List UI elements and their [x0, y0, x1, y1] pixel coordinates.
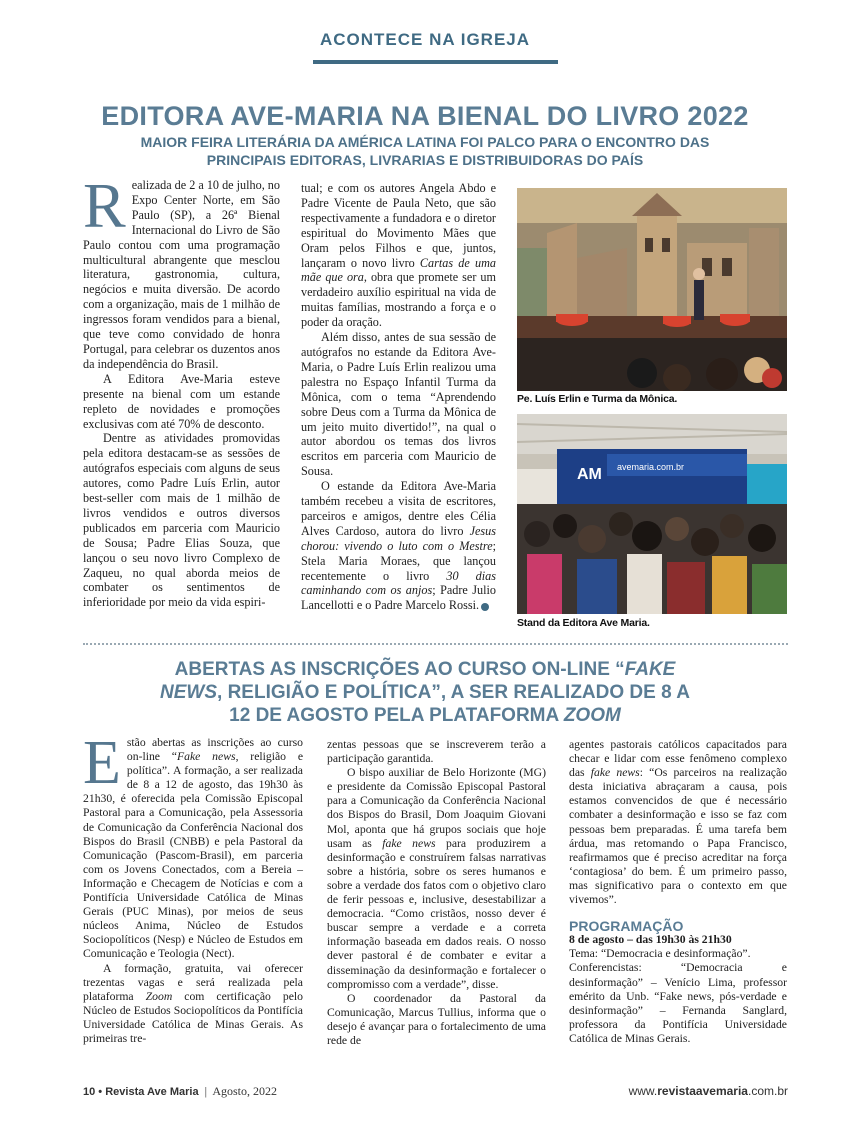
site-suffix: .com.br	[747, 1084, 788, 1098]
article2-col3-p1	[569, 738, 787, 907]
article2-col1-p1b: Fake news	[177, 750, 236, 764]
article2-title-c: , RELIGIÃO E POLÍTICA”, A SER REALIZADO DE 8 A 12 DE AGOSTO PELA PLATAFORMA	[217, 682, 690, 726]
stand-logo-text: AM	[577, 466, 602, 483]
book-title-cartas: Cartas de uma mãe que ora	[301, 255, 496, 285]
article-divider	[83, 643, 788, 645]
article2-col1-p2c: com certificação pelo Núcleo de Estudos Sociopolíticos da Pontifícia Universidade Católica de Minas Gerais. As primeiras tre-	[83, 989, 303, 1045]
article2-col2-p3: O coordenador da Pastoral da Comunicação, Marcus Tullius, informa que o desejo é avançar para o fortalecimento de uma rede de	[327, 991, 546, 1047]
article1-subtitle	[0, 133, 850, 169]
article2-title-b: FAKE NEWS	[160, 659, 676, 703]
end-mark-icon	[481, 603, 489, 611]
article1-col2-p3a: O estande da Editora Ave-Maria também recebeu a visita de escritores, parceiros e amigos, dentre eles Célia Alves Cardoso, autora do livro	[301, 479, 496, 538]
article2-col2-p2b: fake news	[382, 836, 436, 850]
photo-stage	[517, 188, 787, 391]
article1-col1-p2: A Editora Ave-Maria esteve presente na bienal com um estande repleto de novidades e promoções exclusivas com até 70% de desconto.	[83, 371, 280, 431]
book-title-30-dias: 30 dias caminhando com os anjos	[301, 568, 496, 598]
article2-col3-p1c: : “Os parceiros na realização desta iniciativa abraçaram a causa, pois estamos convencidos de que é necessário combater a desinformação e isso se faz com pessoas bem preparadas. É uma tarefa bem árdua, mas retomando o Papa Francisco, reafirmamos que é preciso acreditar na força ‘contagiosa’ do bem. É um primeiro passo, mas significativo para o contexto em que vivemos”.	[569, 766, 787, 907]
article2-col1	[83, 729, 304, 1046]
photo-stand	[517, 414, 787, 614]
article1-col2	[301, 181, 496, 613]
caption-photo-stand: Stand da Editora Ave Maria.	[517, 617, 650, 629]
stage-illustration	[517, 188, 787, 391]
article1-col1-p1	[83, 170, 280, 372]
article1-col2-p3	[301, 479, 496, 613]
article1-col1-p3: Dentre as atividades promovidas pela editora destacam-se as sessões de autógrafos especiais com alguns de seus autores, como Padre Luís Erlin, autor best-seller com mais de 1 milhão de livros vendidos e outros diversos publicados em parceria com Mauricio de Sousa; Padre Elias Souza, que lançou o seu novo livro Complexo de Zaqueu, no qual aborda meios de combater os sentimentos de inferioridade por meio da vida espiri-	[83, 431, 280, 610]
article1-col2-p1a: tual; e com os autores Angela Abdo e Padre Vicente de Paula Neto, que são respectivamente a fundadora e o diretor espiritual do Movimento Mães que Oram pelos Filhos e que, juntos, lançaram o novo livro	[301, 181, 496, 270]
article1-col2-p2: Além disso, antes de sua sessão de autógrafos no estande da Editora Ave-Maria, o Padre Luís Erlin realizou uma palestra no Espaço Infantil Turma da Mônica, com o tema “Aprendendo sobre Deus com a Turma da Mônica de um jeito muito divertido!”, na qual o autor abordou os temas dos livros escritos em parceria com Mauricio de Sousa.	[301, 330, 496, 479]
magazine-name: Revista Ave Maria	[105, 1086, 199, 1098]
article2-col3-p1a: agentes pastorais católicos capacitados para checar e lidar com esse fenômeno complexo das	[569, 738, 787, 780]
stand-banner-text: avemaria.com.br	[617, 462, 685, 472]
article1-col1-p1-text: ealizada de 2 a 10 de julho, no Expo Center Norte, em São Paulo (SP), a 26ª Bienal Internacional do Livro de São Paulo contou com uma programação multicultural abrangente que mesclou literatura, gastronomia, cultura, negócios e muita diversão. De acordo com a organização, mais de 1 milhão de ingressos foram vendidos para a bienal, que teve como convidado de honra Portugal, para celebrar os duzentos anos da independência do Brasil.	[83, 178, 280, 371]
article2-col1-p2	[83, 962, 303, 1047]
article2-title-a: ABERTAS AS INSCRIÇÕES AO CURSO ON-LINE “	[174, 659, 625, 680]
article2-title	[150, 658, 700, 727]
section-underline	[313, 60, 558, 64]
website-link[interactable]	[629, 1084, 788, 1098]
article2-col1-p2b: Zoom	[145, 989, 173, 1003]
footer-left: 10 • Revista Ave Maria | Agosto, 2022	[83, 1084, 277, 1098]
programacao-date: 8 de agosto – das 19h30 às 21h30	[569, 933, 732, 947]
site-bold: revistaavemaria	[657, 1084, 748, 1098]
caption-photo-stage: Pe. Luís Erlin e Turma da Mônica.	[517, 393, 678, 405]
article1-col2-p1	[301, 181, 496, 330]
article2-col3	[569, 738, 787, 1046]
dropcap-r: R	[83, 170, 126, 241]
article1-col2-p3c: ; Stela Maria Moraes, que lançou recentemente o livro	[301, 538, 496, 583]
issue-date: Agosto, 2022	[212, 1084, 277, 1098]
section-label: ACONTECE NA IGREJA	[319, 30, 531, 49]
page-number: 10	[83, 1086, 96, 1098]
article2-col2	[327, 738, 546, 1048]
article2-col2-p2c: para produzirem a desinformação e construírem falsas narrativas sobre a história, sobre os seres humanos e sobre a verdade dos fatos com o objetivo claro de ferir pessoas e, inclusive, desestabilizar a democracia. “Como cristãos, nosso dever é buscar sempre a verdade e a correta informação baseada em dados reais. O nosso dever pastoral é de combater e evitar a disseminação da desinformação e fortalecer o compromisso com a verdade”, disse.	[327, 836, 547, 991]
article1-col2-p3e: ; Padre Julio Lancellotti e o Padre Marcelo Rossi.	[301, 583, 496, 613]
article2-col1-p1c: , religião e política”. A formação, a ser realizada de 8 a 12 de agosto, das 19h30 às 21h30, é oferecida pela Comissão Episcopal Pastoral para a Comunicação, pela Assessoria de Comunicação da Conferência Nacional dos Bispos do Brasil (CNBB) e pela Pastoral da Comunicação (Pascom-Brasil), em parceria com os Jovens Conectados, com a Bereia – Informação e Checagem de Notícias e com a Pontifícia Universidade Católica de Minas Gerais (PUC Minas), por meios de seus núcleos Anima, Núcleo de Estudos Sociopolíticos (Nesp) e Núcleo de Estudos em Comunicação e Teologia (Nect).	[83, 750, 304, 961]
article2-col1-p1a: stão abertas as inscrições ao curso on-line “	[126, 736, 303, 764]
programacao-conferencistas: Conferencistas: “Democracia e desinformação” – Venício Lima, professor emérito da Unb. “Fake news, pós-verdade e desinformação” – Fernanda Sanglard, professora da Pontifícia Universidade Católica de Minas Gerais.	[569, 961, 787, 1045]
article1-title: EDITORA AVE-MARIA NA BIENAL DO LIVRO 2022	[101, 101, 749, 131]
article1-col2-p1c: , obra que promete ser um verdadeiro auxílio espiritual na vida de muitas famílias, mostrando a força e o poder da oração.	[301, 270, 496, 330]
article2-col3-p1b: fake news	[590, 766, 640, 780]
article1-col1	[83, 170, 280, 610]
programacao-tema: Tema: “Democracia e desinformação”.	[569, 947, 751, 961]
article2-col2-p1: zentas pessoas que se inscreverem terão a participação garantida.	[327, 738, 546, 766]
article2-col2-p2	[327, 766, 546, 992]
book-title-jesus-chorou: Jesus chorou: vivendo o luto com o Mestre	[301, 523, 496, 553]
article2-title-d: ZOOM	[563, 705, 621, 726]
article2-col1-p1	[83, 729, 304, 962]
site-prefix: www.	[628, 1084, 658, 1098]
stand-illustration	[517, 414, 787, 614]
article2-col2-p2a: O bispo auxiliar de Belo Horizonte (MG) e presidente da Comissão Episcopal Pastoral para a Comunicação da Conferência Nacional dos Bispos do Brasil, Dom Joaquim Giovani Mol, aponta que há grupos sociais que hoje usam as	[327, 766, 546, 850]
article1-subtitle-text: MAIOR FEIRA LITERÁRIA DA AMÉRICA LATINA FOI PALCO PARA O ENCONTRO DAS PRINCIPAIS EDITORAS, LIVRARIAS E DISTRIBUIDORAS DO PAÍS	[140, 134, 710, 168]
article2-col1-p2a: A formação, gratuita, vai oferecer trezentas vagas e será realizada pela plataforma	[83, 961, 303, 1003]
dropcap-e: E	[83, 729, 121, 797]
programacao-heading: PROGRAMAÇÃO	[569, 918, 684, 935]
